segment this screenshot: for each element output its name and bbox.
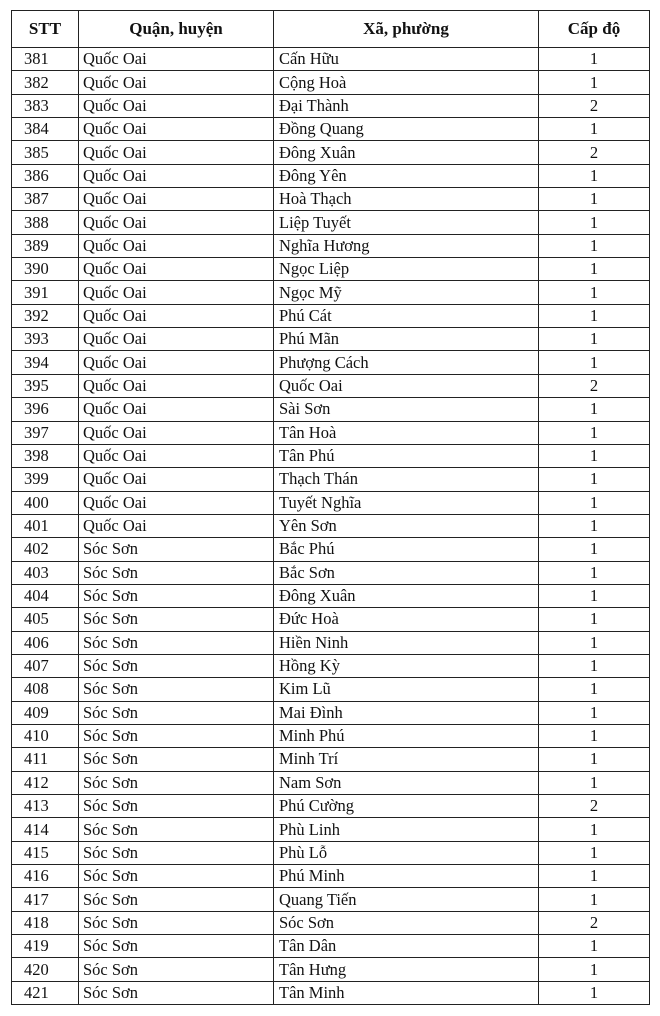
district-cell: Quốc Oai [79,328,274,351]
row-number: 395 [12,374,79,397]
table-row [12,795,650,818]
level-cell: 1 [539,538,650,561]
district-cell: Sóc Sơn [79,678,274,701]
district-cell: Sóc Sơn [79,958,274,981]
ward-cell: Quốc Oai [274,374,539,397]
table-row [12,141,650,164]
table-row [12,818,650,841]
district-cell: Sóc Sơn [79,584,274,607]
district-cell: Quốc Oai [79,71,274,94]
row-number: 412 [12,771,79,794]
row-number: 407 [12,654,79,677]
table-body [12,48,650,1005]
ward-cell: Hồng Kỳ [274,654,539,677]
row-number: 410 [12,724,79,747]
level-cell: 1 [539,491,650,514]
district-cell: Quốc Oai [79,304,274,327]
row-number: 400 [12,491,79,514]
ward-cell: Quang Tiến [274,888,539,911]
ward-cell: Tân Hưng [274,958,539,981]
row-number: 403 [12,561,79,584]
district-cell: Sóc Sơn [79,795,274,818]
row-number: 418 [12,911,79,934]
level-cell: 1 [539,654,650,677]
level-cell: 1 [539,935,650,958]
ward-cell: Hiền Ninh [274,631,539,654]
ward-cell: Hoà Thạch [274,188,539,211]
level-cell: 1 [539,188,650,211]
ward-cell: Tuyết Nghĩa [274,491,539,514]
header-row [12,11,650,48]
table-row [12,351,650,374]
district-cell: Sóc Sơn [79,654,274,677]
ward-cell: Phú Cát [274,304,539,327]
table-row [12,561,650,584]
table-row [12,398,650,421]
table-row [12,865,650,888]
district-cell: Quốc Oai [79,94,274,117]
table-row [12,258,650,281]
table-row [12,71,650,94]
district-cell: Quốc Oai [79,514,274,537]
ward-cell: Minh Phú [274,724,539,747]
ward-cell: Đông Xuân [274,584,539,607]
table-row [12,654,650,677]
district-cell: Sóc Sơn [79,771,274,794]
level-cell: 2 [539,795,650,818]
header-level: Cấp độ [539,11,650,48]
ward-cell: Đông Yên [274,164,539,187]
ward-cell: Phượng Cách [274,351,539,374]
district-cell: Sóc Sơn [79,724,274,747]
ward-cell: Tân Dân [274,935,539,958]
table-row [12,444,650,467]
row-number: 408 [12,678,79,701]
header-district: Quận, huyện [79,11,274,48]
ward-cell: Phú Mãn [274,328,539,351]
district-cell: Quốc Oai [79,234,274,257]
level-cell: 1 [539,71,650,94]
table-row [12,491,650,514]
district-cell: Sóc Sơn [79,888,274,911]
ward-cell: Phù Linh [274,818,539,841]
level-cell: 1 [539,631,650,654]
row-number: 386 [12,164,79,187]
ward-cell: Thạch Thán [274,468,539,491]
table-row [12,304,650,327]
district-cell: Sóc Sơn [79,608,274,631]
table-row [12,608,650,631]
ward-cell: Tân Minh [274,981,539,1004]
ward-cell: Đức Hoà [274,608,539,631]
table-row [12,631,650,654]
ward-cell: Phú Minh [274,865,539,888]
district-cell: Quốc Oai [79,164,274,187]
ward-cell: Minh Trí [274,748,539,771]
row-number: 413 [12,795,79,818]
table-row [12,748,650,771]
row-number: 392 [12,304,79,327]
level-cell: 1 [539,584,650,607]
row-number: 409 [12,701,79,724]
district-cell: Sóc Sơn [79,701,274,724]
table-row [12,935,650,958]
table-row [12,724,650,747]
level-cell: 1 [539,865,650,888]
district-cell: Quốc Oai [79,211,274,234]
district-cell: Sóc Sơn [79,981,274,1004]
table-row [12,514,650,537]
ward-cell: Đại Thành [274,94,539,117]
district-cell: Quốc Oai [79,188,274,211]
district-cell: Sóc Sơn [79,935,274,958]
ward-cell: Liệp Tuyết [274,211,539,234]
district-cell: Sóc Sơn [79,561,274,584]
table-row [12,118,650,141]
ward-cell: Yên Sơn [274,514,539,537]
table-row [12,94,650,117]
district-cell: Quốc Oai [79,398,274,421]
level-cell: 1 [539,258,650,281]
row-number: 402 [12,538,79,561]
district-cell: Quốc Oai [79,374,274,397]
ward-cell: Mai Đình [274,701,539,724]
ward-cell: Tân Hoà [274,421,539,444]
district-cell: Quốc Oai [79,421,274,444]
level-cell: 1 [539,841,650,864]
level-cell: 2 [539,374,650,397]
header-ward: Xã, phường [274,11,539,48]
row-number: 381 [12,48,79,71]
level-cell: 1 [539,234,650,257]
table-row [12,911,650,934]
row-number: 398 [12,444,79,467]
row-number: 391 [12,281,79,304]
district-cell: Quốc Oai [79,141,274,164]
district-cell: Sóc Sơn [79,911,274,934]
level-cell: 1 [539,608,650,631]
table-row [12,421,650,444]
table-row [12,981,650,1004]
ward-cell: Phù Lỗ [274,841,539,864]
ward-cell: Sóc Sơn [274,911,539,934]
table-row [12,281,650,304]
level-cell: 1 [539,748,650,771]
row-number: 384 [12,118,79,141]
row-number: 421 [12,981,79,1004]
district-cell: Quốc Oai [79,48,274,71]
row-number: 399 [12,468,79,491]
ward-cell: Bắc Sơn [274,561,539,584]
level-cell: 1 [539,118,650,141]
row-number: 396 [12,398,79,421]
row-number: 414 [12,818,79,841]
district-cell: Sóc Sơn [79,841,274,864]
ward-cell: Đông Xuân [274,141,539,164]
row-number: 401 [12,514,79,537]
level-cell: 1 [539,771,650,794]
district-cell: Sóc Sơn [79,818,274,841]
table-header [12,11,650,48]
ward-cell: Đồng Quang [274,118,539,141]
ward-cell: Sài Sơn [274,398,539,421]
ward-cell: Phú Cường [274,795,539,818]
level-cell: 1 [539,211,650,234]
level-cell: 1 [539,328,650,351]
level-cell: 1 [539,561,650,584]
ward-cell: Ngọc Mỹ [274,281,539,304]
table-row [12,48,650,71]
district-cell: Quốc Oai [79,118,274,141]
level-cell: 1 [539,888,650,911]
district-cell: Quốc Oai [79,351,274,374]
level-cell: 1 [539,468,650,491]
table-row [12,958,650,981]
level-cell: 1 [539,678,650,701]
level-cell: 1 [539,48,650,71]
ward-cell: Tân Phú [274,444,539,467]
level-cell: 1 [539,164,650,187]
ward-cell: Cộng Hoà [274,71,539,94]
row-number: 382 [12,71,79,94]
ward-cell: Nghĩa Hương [274,234,539,257]
table-row [12,188,650,211]
level-cell: 1 [539,818,650,841]
level-cell: 1 [539,304,650,327]
district-cell: Quốc Oai [79,491,274,514]
district-cell: Quốc Oai [79,468,274,491]
table-row [12,584,650,607]
table-row [12,841,650,864]
district-cell: Sóc Sơn [79,538,274,561]
table-row [12,538,650,561]
row-number: 420 [12,958,79,981]
document-page [11,10,649,1005]
row-number: 415 [12,841,79,864]
row-number: 406 [12,631,79,654]
row-number: 383 [12,94,79,117]
table-row [12,701,650,724]
header-stt: STT [12,11,79,48]
row-number: 394 [12,351,79,374]
row-number: 416 [12,865,79,888]
level-cell: 1 [539,701,650,724]
level-cell: 1 [539,351,650,374]
table-row [12,234,650,257]
row-number: 393 [12,328,79,351]
district-cell: Sóc Sơn [79,631,274,654]
row-number: 411 [12,748,79,771]
level-cell: 1 [539,398,650,421]
table-row [12,468,650,491]
level-cell: 1 [539,981,650,1004]
level-cell: 1 [539,444,650,467]
row-number: 405 [12,608,79,631]
row-number: 404 [12,584,79,607]
row-number: 389 [12,234,79,257]
ward-level-table [11,10,650,1005]
ward-cell: Ngọc Liệp [274,258,539,281]
level-cell: 2 [539,94,650,117]
district-cell: Quốc Oai [79,281,274,304]
district-cell: Quốc Oai [79,444,274,467]
row-number: 417 [12,888,79,911]
ward-cell: Bắc Phú [274,538,539,561]
table-row [12,888,650,911]
level-cell: 2 [539,911,650,934]
table-row [12,164,650,187]
row-number: 388 [12,211,79,234]
level-cell: 2 [539,141,650,164]
row-number: 387 [12,188,79,211]
level-cell: 1 [539,724,650,747]
level-cell: 1 [539,421,650,444]
ward-cell: Kim Lũ [274,678,539,701]
table-row [12,771,650,794]
row-number: 385 [12,141,79,164]
table-row [12,678,650,701]
table-row [12,328,650,351]
level-cell: 1 [539,958,650,981]
district-cell: Sóc Sơn [79,748,274,771]
table-row [12,374,650,397]
district-cell: Quốc Oai [79,258,274,281]
row-number: 390 [12,258,79,281]
row-number: 397 [12,421,79,444]
level-cell: 1 [539,281,650,304]
table-row [12,211,650,234]
ward-cell: Nam Sơn [274,771,539,794]
row-number: 419 [12,935,79,958]
level-cell: 1 [539,514,650,537]
ward-cell: Cấn Hữu [274,48,539,71]
district-cell: Sóc Sơn [79,865,274,888]
